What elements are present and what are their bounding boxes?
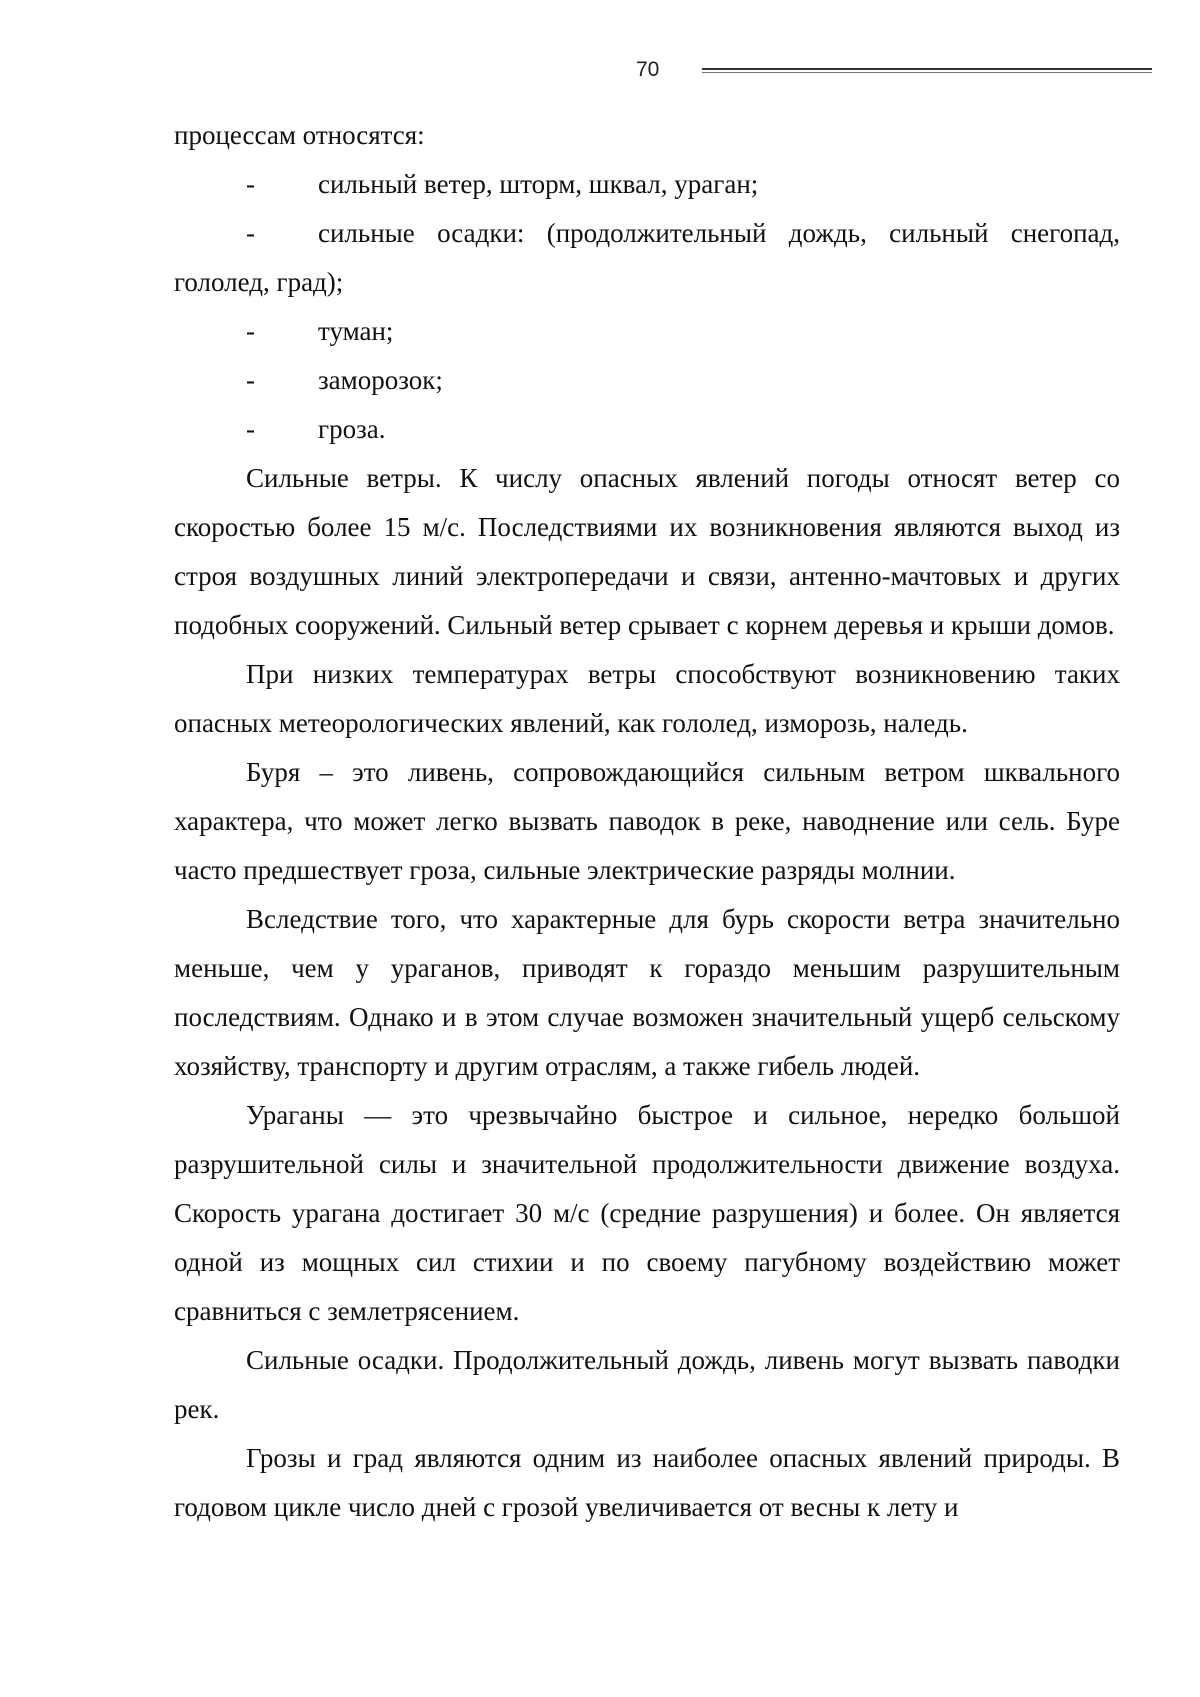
page-number: 70: [636, 58, 660, 81]
list-dash: -: [246, 218, 255, 248]
page-header: [0, 54, 1200, 84]
paragraph-storm: Буря – это ливень, сопровождающийся сильным ветром шквального характера, что может легко вызвать паводок в реке, наводнение или сель. Буре часто предшествует гроза, сильные электрические разряды молнии.: [174, 757, 1120, 885]
list-dash: -: [246, 414, 255, 444]
list-item: [174, 160, 1120, 209]
list-item: [174, 209, 1120, 307]
list-item: [174, 405, 1120, 454]
list-item: [174, 307, 1120, 356]
list-dash: -: [246, 365, 255, 395]
paragraph-heavy-precipitation: Сильные осадки. Продолжительный дождь, ливень могут вызвать паводки рек.: [174, 1345, 1120, 1424]
list-item-text: гроза.: [318, 414, 386, 444]
paragraph-strong-winds: Сильные ветры. К числу опасных явлений погоды относят ветер со скоростью более 15 м/с. Последствиями их возникновения являются выход из строя воздушных линий электропередачи и связи, антенно-мачтовых и других подобных сооружений. Сильный ветер срывает с корнем деревья и крыши домов.: [174, 463, 1120, 640]
list-item-text: заморозок;: [318, 365, 443, 395]
paragraph-hurricanes: Ураганы — это чрезвычайно быстрое и сильное, нередко большой разрушительной силы и значительной продолжительности движение воздуха. Скорость урагана достигает 30 м/с (средние разрушения) и более. Он является одной из мощных сил стихии и по своему пагубному воздействию может сравниться с землетрясением.: [174, 1100, 1120, 1326]
intro-line: процессам относятся:: [174, 120, 425, 150]
document-body: [174, 111, 1120, 1532]
header-rule: [702, 68, 1152, 70]
list-item: [174, 356, 1120, 405]
list-dash: -: [246, 316, 255, 346]
paragraph-thunderstorms-hail: Грозы и град являются одним из наиболее опасных явлений природы. В годовом цикле число дней с грозой увеличивается от весны к лету и: [174, 1443, 1120, 1522]
paragraph-low-temperatures: При низких температурах ветры способствуют возникновению таких опасных метеорологических явлений, как гололед, изморозь, наледь.: [174, 659, 1120, 738]
list-item-text: туман;: [318, 316, 394, 346]
paragraph-storm-consequences: Вследствие того, что характерные для бурь скорости ветра значительно меньше, чем у ураганов, приводят к гораздо меньшим разрушительным последствиям. Однако и в этом случае возможен значительный ущерб сельскому хозяйству, транспорту и другим отраслям, а также гибель людей.: [174, 904, 1120, 1081]
list-item-text: сильный ветер, шторм, шквал, ураган;: [318, 169, 759, 199]
list-item-text: сильные осадки: (продолжительный дождь, сильный снегопад, гололед, град);: [174, 218, 1120, 297]
list-dash: -: [246, 169, 255, 199]
